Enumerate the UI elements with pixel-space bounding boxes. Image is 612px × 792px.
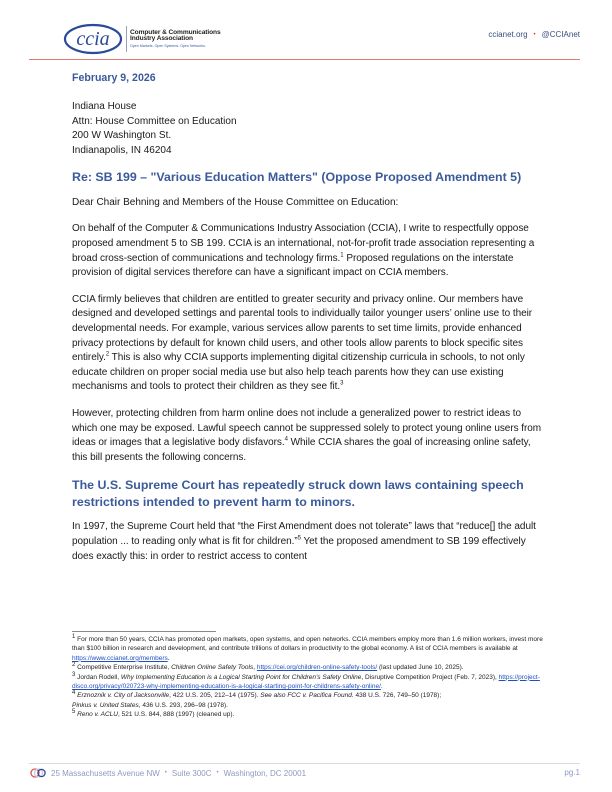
footnote-number: 2 — [72, 662, 76, 669]
footnote-4 — [72, 691, 550, 710]
footnote-title: Children Online Safety Tools — [171, 664, 254, 672]
recipient-address — [72, 100, 546, 158]
subject-heading: Re: SB 199 – "Various Education Matters" (Oppose Proposed Amendment 5) — [72, 170, 522, 185]
footer-separator: • — [216, 770, 219, 776]
footnotes — [72, 635, 550, 720]
case-name: See also FCC v. Pacifica Found. — [260, 692, 354, 700]
footnote-text: Competitive Enterprise Institute, — [75, 664, 172, 672]
footnote-text: , — [253, 664, 257, 672]
case-name: Erznoznik v. City of Jacksonville — [77, 692, 170, 700]
header-divider — [29, 59, 580, 60]
case-name: Pinkus v. United States — [72, 701, 139, 709]
paragraph-child-safety — [72, 293, 546, 395]
footer-suite: Suite 300C — [171, 768, 212, 778]
footnote-text: For more than 50 years, CCIA has promoted open markets, open systems, and open networks. CCIA members employ more than 1.6 million workers, invest more than $100 billion in research and development, and contribute trillions of dollars in productivity to the global economy. A list of CCIA members is available at — [72, 636, 543, 653]
ccia-logo[interactable] — [63, 22, 221, 56]
footnote-text: , 422 U.S. 205, 212–14 (1975). — [169, 692, 261, 700]
ccia-rings-icon — [30, 768, 46, 778]
footer-street: 25 Massachusetts Avenue NW — [51, 768, 160, 778]
footnote-number: 1 — [72, 633, 76, 640]
logo-tagline: Open Markets. Open Systems. Open Networks. — [130, 43, 206, 48]
footnote-text: 438 U.S. 726, 749–50 (1978); — [353, 692, 442, 700]
logo-divider — [126, 26, 127, 52]
paragraph-text: CCIA firmly believes that children are entitled to greater security and privacy online. Our members have designed and developed settings and parental tools to individually tailor younger users’ online use to their developmental needs. For example, various services allow parents to set time limits, provide enhanced privacy protections by default for known child users, and other tools allow parents to block specific sites entirely. — [72, 293, 533, 364]
footnote-link[interactable]: https://www.ccianet.org/members — [72, 654, 168, 662]
salutation: Dear Chair Behning and Members of the House Committee on Education: — [72, 196, 399, 208]
social-handle-link[interactable]: @CCIAnet — [541, 30, 580, 39]
paragraph-text: On behalf of the Computer & Communications Industry Association (CCIA), I write to respectfully oppose proposed amendment 5 to SB 199. CCIA is an international, not-for-profit trade association representing a broad cross-section of communications and technology firms. — [72, 223, 535, 264]
footnote-title: Why Implementing Education is a Logical Starting Point for Children’s Safety Online — [120, 673, 362, 681]
address-line: 200 W Washington St. — [72, 130, 172, 142]
footnote-ref-2[interactable]: 2 — [105, 351, 110, 358]
paragraph-text: However, protecting children from harm online does not include a generalized power to restrict ideas to which one may be exposed. Lawful speech cannot be suppressed solely to protect young online users from ideas or images that a legislative body disfavors. — [72, 408, 542, 449]
paragraph-text: Proposed regulations on the interstate provision of digital services therefore can have a significant impact on CCIA members. — [72, 252, 514, 279]
ccia-logo-mark-icon — [63, 22, 123, 56]
page-number: pg.1 — [564, 768, 580, 777]
address-line: Indiana House — [72, 101, 137, 112]
paragraph-text: While CCIA shares the goal of increasing online safety, this bill presents the following concerns. — [72, 437, 531, 463]
footnote-ref-1[interactable]: 1 — [340, 252, 344, 259]
footnote-ref-3[interactable]: 3 — [340, 381, 344, 388]
paragraph-intro — [72, 222, 546, 280]
logo-name-line1: Computer & Communications — [130, 28, 221, 36]
footnote-divider — [72, 631, 216, 632]
footnote-text: . — [380, 683, 383, 691]
footer-city: Washington, DC 20001 — [223, 768, 307, 778]
paragraph-supreme-court — [72, 520, 546, 564]
footnote-link[interactable]: https://project-disco.org/privacy/020723-why-implementing-education-is-a-logical-starting-point-for-childrens-safety-online/ — [72, 673, 540, 691]
letter-date: February 9, 2026 — [72, 72, 156, 84]
footnote-text: , 436 U.S. 293, 296–98 (1978). — [138, 701, 228, 709]
footnote-3 — [72, 673, 550, 692]
footnote-text: , 521 U.S. 844, 888 (1997) (cleaned up). — [117, 711, 235, 719]
paragraph-text: Yet the proposed amendment to SB 199 effectively does exactly this: in order to restrict access to content — [72, 535, 526, 562]
svg-text:ccia: ccia — [76, 28, 110, 50]
header-links — [488, 30, 580, 39]
footnote-text: , Disruptive Competition Project (Feb. 7, 2023), — [361, 673, 499, 681]
footnote-1 — [72, 635, 550, 663]
address-line: Attn: House Committee on Education — [72, 115, 237, 127]
paragraph-concerns — [72, 407, 546, 465]
footnote-number: 5 — [72, 709, 76, 716]
letter-body — [72, 72, 546, 576]
footnote-text: . — [167, 654, 170, 662]
footer-divider — [29, 763, 580, 764]
footnote-2 — [72, 663, 550, 672]
footnote-5 — [72, 710, 550, 719]
paragraph-text: This is also why CCIA supports implementing digital citizenship curricula in schools, to not only educate children on proper social media use but also help teach parents how they can use existing mechanisms and tools to protect their children as they see fit. — [72, 352, 525, 393]
footnote-link[interactable]: https://cei.org/children-online-safety-tools/ — [256, 664, 378, 672]
footnote-ref-4[interactable]: 4 — [284, 436, 288, 443]
footnote-ref-5[interactable]: 5 — [297, 535, 301, 542]
address-line: Indianapolis, IN 46204 — [72, 144, 172, 156]
paragraph-text: In 1997, the Supreme Court held that “the First Amendment does not tolerate” laws that “reduce[] the adult population ... to reading only what is fit for children.” — [72, 521, 536, 547]
footnote-text: Jordan Rodell, — [75, 673, 121, 681]
footnote-number: 3 — [72, 671, 76, 678]
footnote-text: (last updated June 10, 2025). — [377, 664, 464, 672]
section-heading: The U.S. Supreme Court has repeatedly struck down laws containing speech restrictions intended to prevent harm to minors. — [72, 478, 524, 509]
separator-dot: • — [533, 31, 536, 38]
page-header — [0, 0, 612, 62]
logo-text — [130, 30, 221, 49]
footer-separator: • — [164, 770, 167, 776]
website-link[interactable]: ccianet.org — [488, 30, 528, 39]
case-name: Reno v. ACLU — [77, 711, 118, 719]
page-footer — [30, 768, 580, 778]
logo-name-line2: Industry Association — [130, 35, 193, 43]
footnote-number: 4 — [72, 690, 76, 697]
